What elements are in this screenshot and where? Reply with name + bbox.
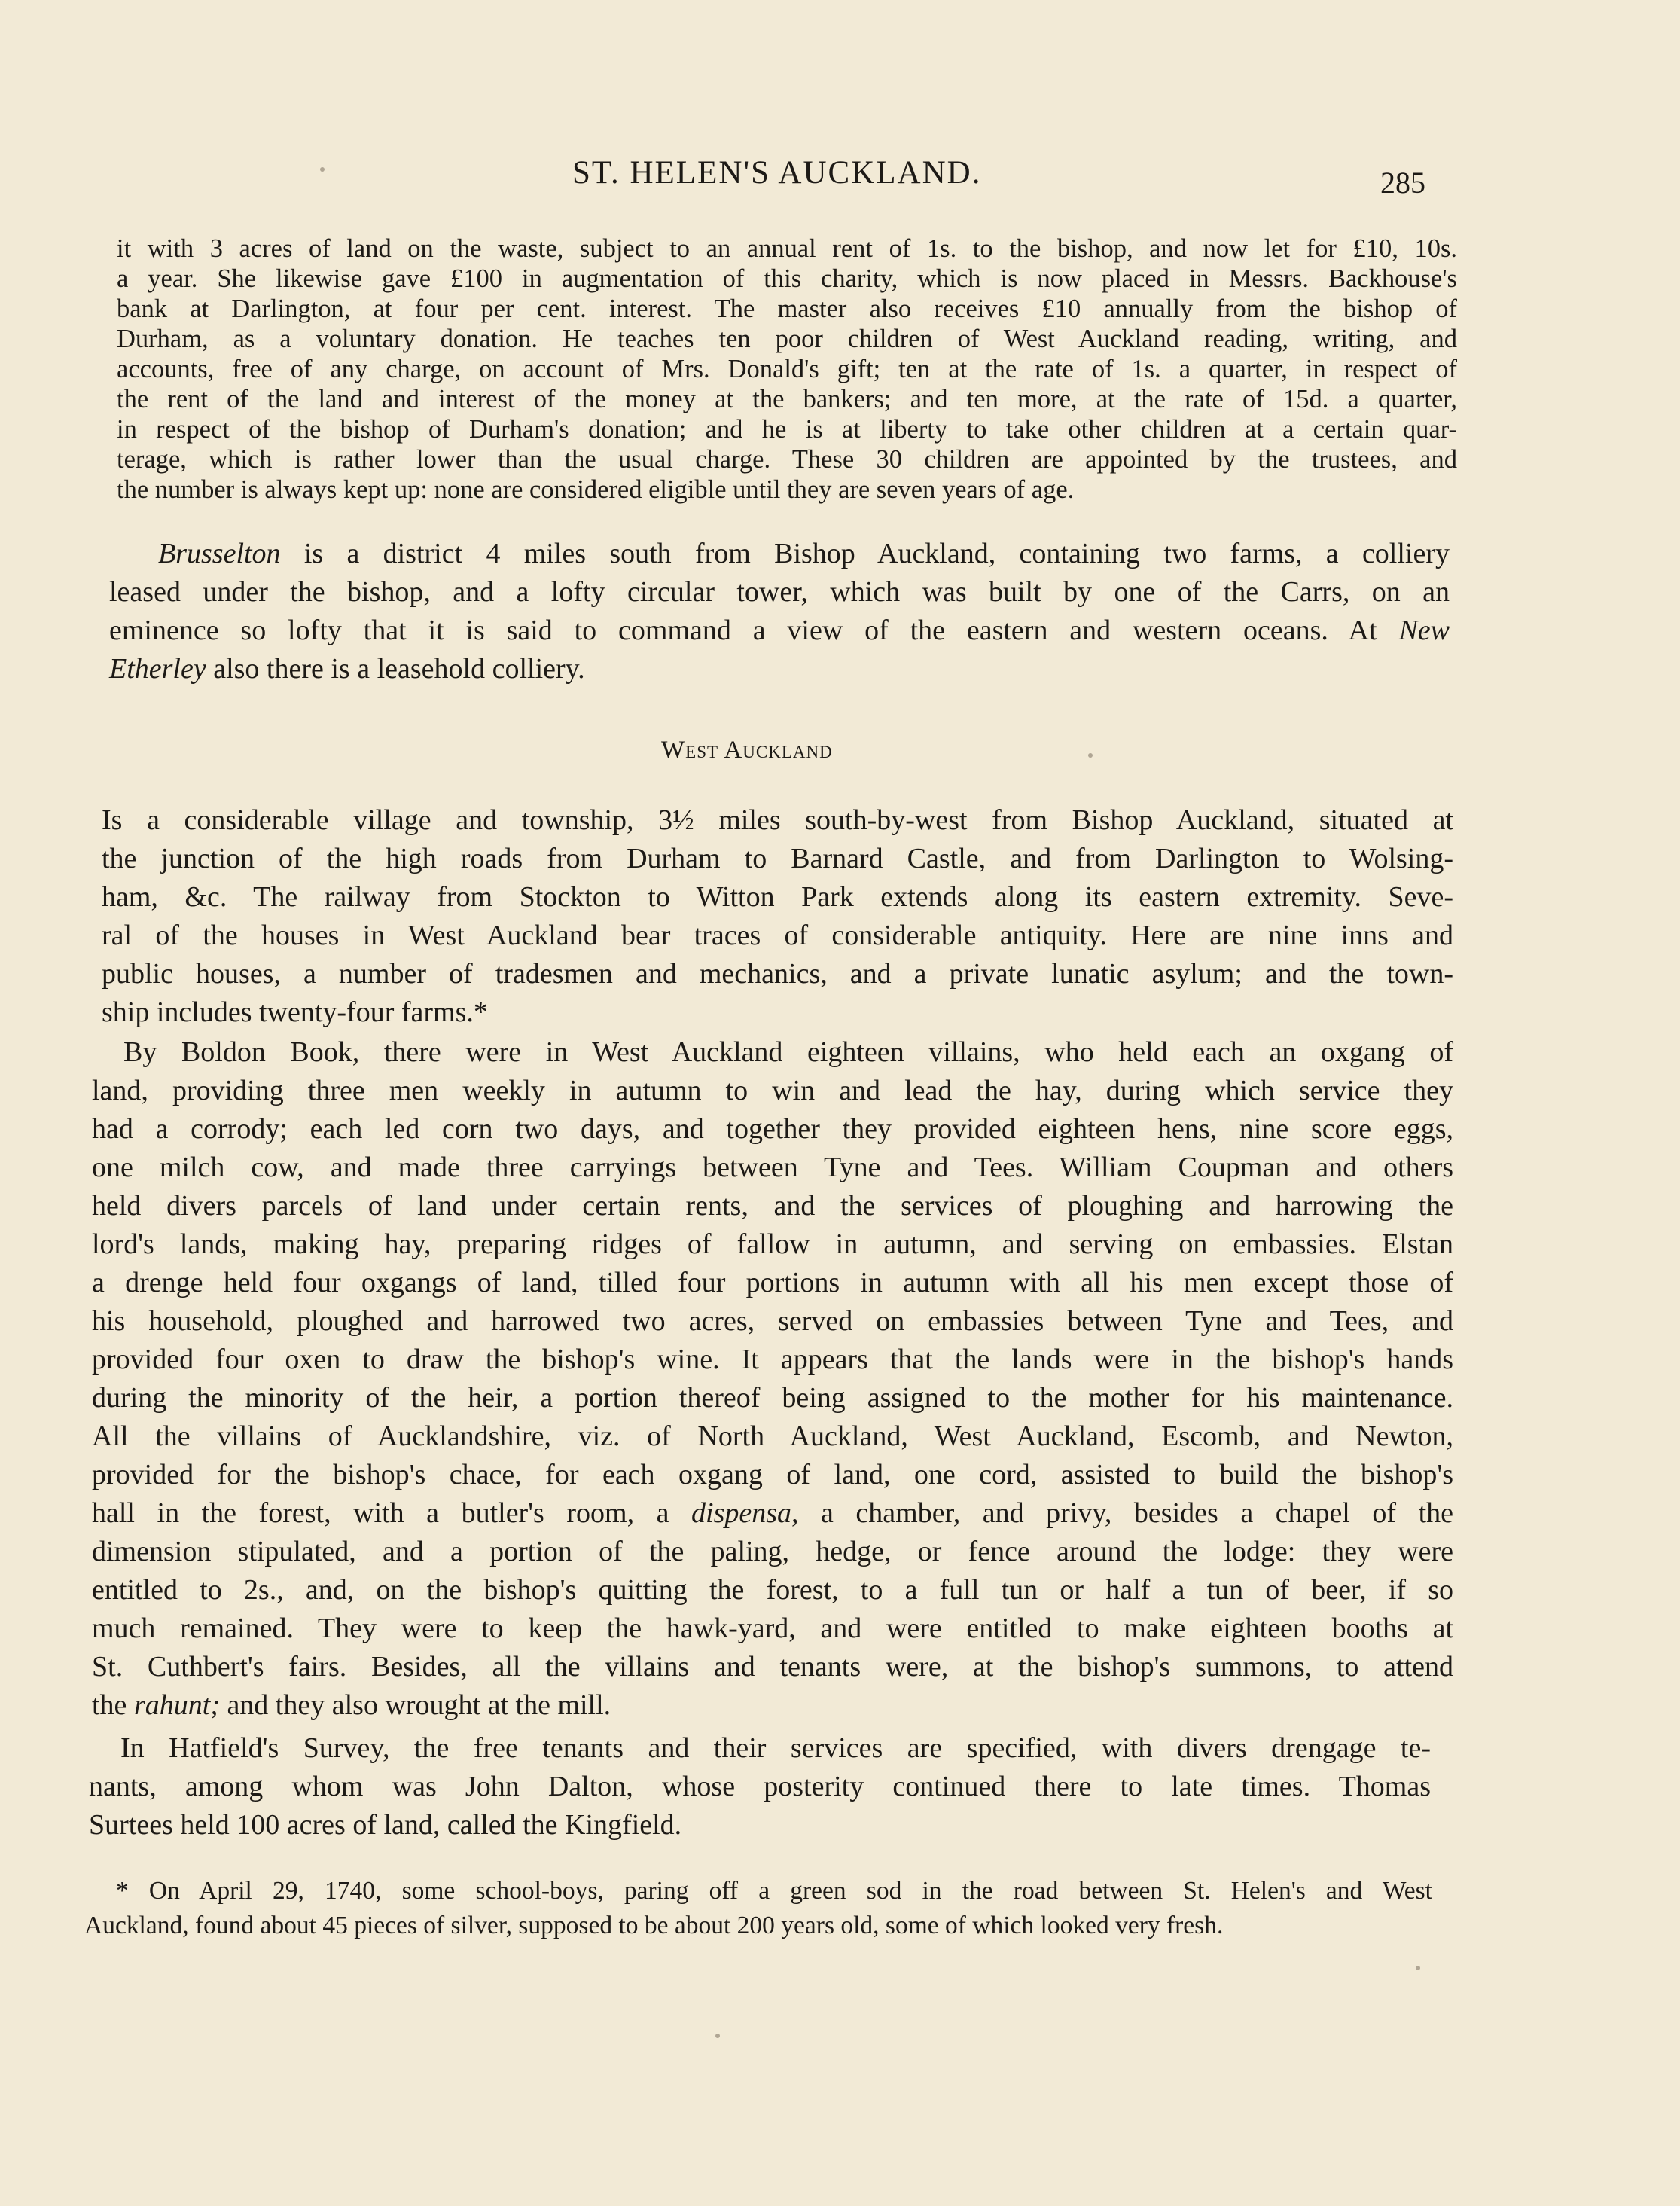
text-line — [109, 650, 1450, 688]
paragraph-west-auckland — [102, 801, 1453, 1032]
print-speck — [1088, 753, 1093, 758]
footnote — [84, 1874, 1432, 1943]
text-line: a drenge held four oxgangs of land, tilled four portions in autumn with all his men except those of — [92, 1267, 1453, 1298]
text-line: land, providing three men weekly in autumn to win and lead the hay, during which service they — [92, 1075, 1453, 1106]
text-line: a year. She likewise gave £100 in augmentation of this charity, which is now placed in Messrs. Backhouse's — [117, 264, 1457, 293]
text-line: much remained. They were to keep the hawk-yard, and were entitled to make eighteen booths at — [92, 1613, 1453, 1644]
text-line — [89, 1729, 1431, 1768]
page-number: 285 — [1380, 166, 1425, 200]
text-run: the — [92, 1689, 134, 1721]
running-title: ST. HELEN'S AUCKLAND. — [572, 155, 982, 191]
text-line: the junction of the high roads from Durham to Barnard Castle, and from Darlington to Wolsing- — [102, 843, 1453, 874]
text-line: one milch cow, and made three carryings between Tyne and Tees. William Coupman and others — [92, 1152, 1453, 1183]
text-line: public houses, a number of tradesmen and mechanics, and a private lunatic asylum; and the town- — [102, 958, 1453, 990]
text-line: Is a considerable village and township, 3½ miles south-by-west from Bishop Auckland, situated at — [102, 804, 1453, 836]
text-line: nants, among whom was John Dalton, whose posterity continued there to late times. Thomas — [89, 1771, 1431, 1802]
text-line: his household, ploughed and harrowed two acres, served on embassies between Tyne and Tees, and — [92, 1305, 1453, 1337]
text-line — [92, 1686, 1453, 1725]
text-run: * On April 29, 1740, some school-boys, paring off a green sod in the road between St. Helen's and West — [116, 1877, 1432, 1905]
paragraph-hatfield-survey — [89, 1729, 1431, 1844]
print-speck — [320, 167, 325, 172]
text-line: had a corrody; each led corn two days, and together they provided eighteen hens, nine score eggs, — [92, 1113, 1453, 1145]
text-line: held divers parcels of land under certain rents, and the services of ploughing and harrowing the — [92, 1190, 1453, 1222]
running-head — [0, 154, 1680, 200]
text-line — [92, 1033, 1453, 1072]
text-line: Durham, as a voluntary donation. He teaches ten poor children of West Auckland reading, writing, and — [117, 325, 1457, 353]
text-run: , a chamber, and privy, besides a chapel of the — [791, 1497, 1453, 1529]
text-line — [109, 612, 1450, 650]
text-line: dimension stipulated, and a portion of the paling, hedge, or fence around the lodge: they were — [92, 1536, 1453, 1567]
text-line: entitled to 2s., and, on the bishop's quitting the forest, to a full tun or half a tun of beer, if so — [92, 1574, 1453, 1606]
text-line: bank at Darlington, at four per cent. interest. The master also receives £10 annually from the bishop of — [117, 294, 1457, 323]
text-line: All the villains of Aucklandshire, viz. of North Auckland, West Auckland, Escomb, and Newton, — [92, 1420, 1453, 1452]
text-line — [92, 1494, 1453, 1533]
text-run: By Boldon Book, there were in West Auckland eighteen villains, who held each an oxgang of — [123, 1036, 1453, 1068]
text-line: St. Cuthbert's fairs. Besides, all the villains and tenants were, at the bishop's summons, to attend — [92, 1651, 1453, 1683]
text-run: eminence so lofty that it is said to command a view of the eastern and western oceans. At — [109, 615, 1399, 646]
text-line: accounts, free of any charge, on account of Mrs. Donald's gift; ten at the rate of 1s. a quarter, in respect of — [117, 355, 1457, 383]
term-dispensa: dispensa — [691, 1497, 792, 1529]
text-run: and they also wrought at the mill. — [219, 1689, 611, 1721]
paragraph-boldon-book — [92, 1033, 1453, 1725]
text-run: hall in the forest, with a butler's room, a — [92, 1497, 692, 1529]
text-line: in respect of the bishop of Durham's donation; and he is at liberty to take other children at a certain quar- — [117, 415, 1457, 444]
text-line: ship includes twenty-four farms.* — [102, 996, 488, 1028]
text-line: provided four oxen to draw the bishop's wine. It appears that the lands were in the bishop's hands — [92, 1344, 1453, 1375]
print-speck — [715, 2034, 720, 2038]
term-rahunt: rahunt; — [133, 1689, 220, 1721]
text-line — [109, 535, 1450, 573]
text-line: leased under the bishop, and a lofty circular tower, which was built by one of the Carrs, on an — [109, 576, 1450, 608]
text-run: is a district 4 miles south from Bishop Auckland, containing two farms, a colliery — [280, 538, 1450, 569]
text-line: provided for the bishop's chace, for each oxgang of land, one cord, assisted to build the bishop's — [92, 1459, 1453, 1490]
footnote-line: Auckland, found about 45 pieces of silver, supposed to be about 200 years old, some of which looked very fresh. — [84, 1912, 1224, 1939]
place-name-etherley: Etherley — [109, 653, 206, 685]
place-name-brusselton: Brusselton — [158, 538, 281, 569]
text-run: also there is a leasehold colliery. — [206, 653, 585, 685]
text-line: Surtees held 100 acres of land, called the Kingfield. — [89, 1809, 682, 1841]
text-line: ral of the houses in West Auckland bear traces of considerable antiquity. Here are nine inns and — [102, 920, 1453, 951]
text-line: it with 3 acres of land on the waste, subject to an annual rent of 1s. to the bishop, and now let for £10, 10s. — [117, 234, 1457, 263]
text-line: the rent of the land and interest of the money at the bankers; and ten more, at the rate of 15d. a quarter, — [117, 385, 1457, 413]
text-line: ham, &c. The railway from Stockton to Witton Park extends along its eastern extremity. Seve- — [102, 881, 1453, 913]
print-speck — [1416, 1966, 1420, 1970]
place-name-new: New — [1398, 615, 1450, 646]
text-line: the number is always kept up: none are considered eligible until they are seven years of age. — [117, 475, 1075, 504]
section-heading: West Auckland — [661, 737, 833, 764]
paragraph-brusselton — [109, 535, 1450, 688]
paragraph-school-charity — [117, 233, 1457, 505]
text-line: terage, which is rather lower than the usual charge. These 30 children are appointed by the trustees, and — [117, 445, 1457, 474]
text-line: during the minority of the heir, a portion thereof being assigned to the mother for his maintenance. — [92, 1382, 1453, 1414]
text-run: In Hatfield's Survey, the free tenants and their services are specified, with divers drengage te- — [120, 1732, 1431, 1764]
footnote-line — [84, 1874, 1432, 1909]
text-line: lord's lands, making hay, preparing ridges of fallow in autumn, and serving on embassies. Elstan — [92, 1228, 1453, 1260]
